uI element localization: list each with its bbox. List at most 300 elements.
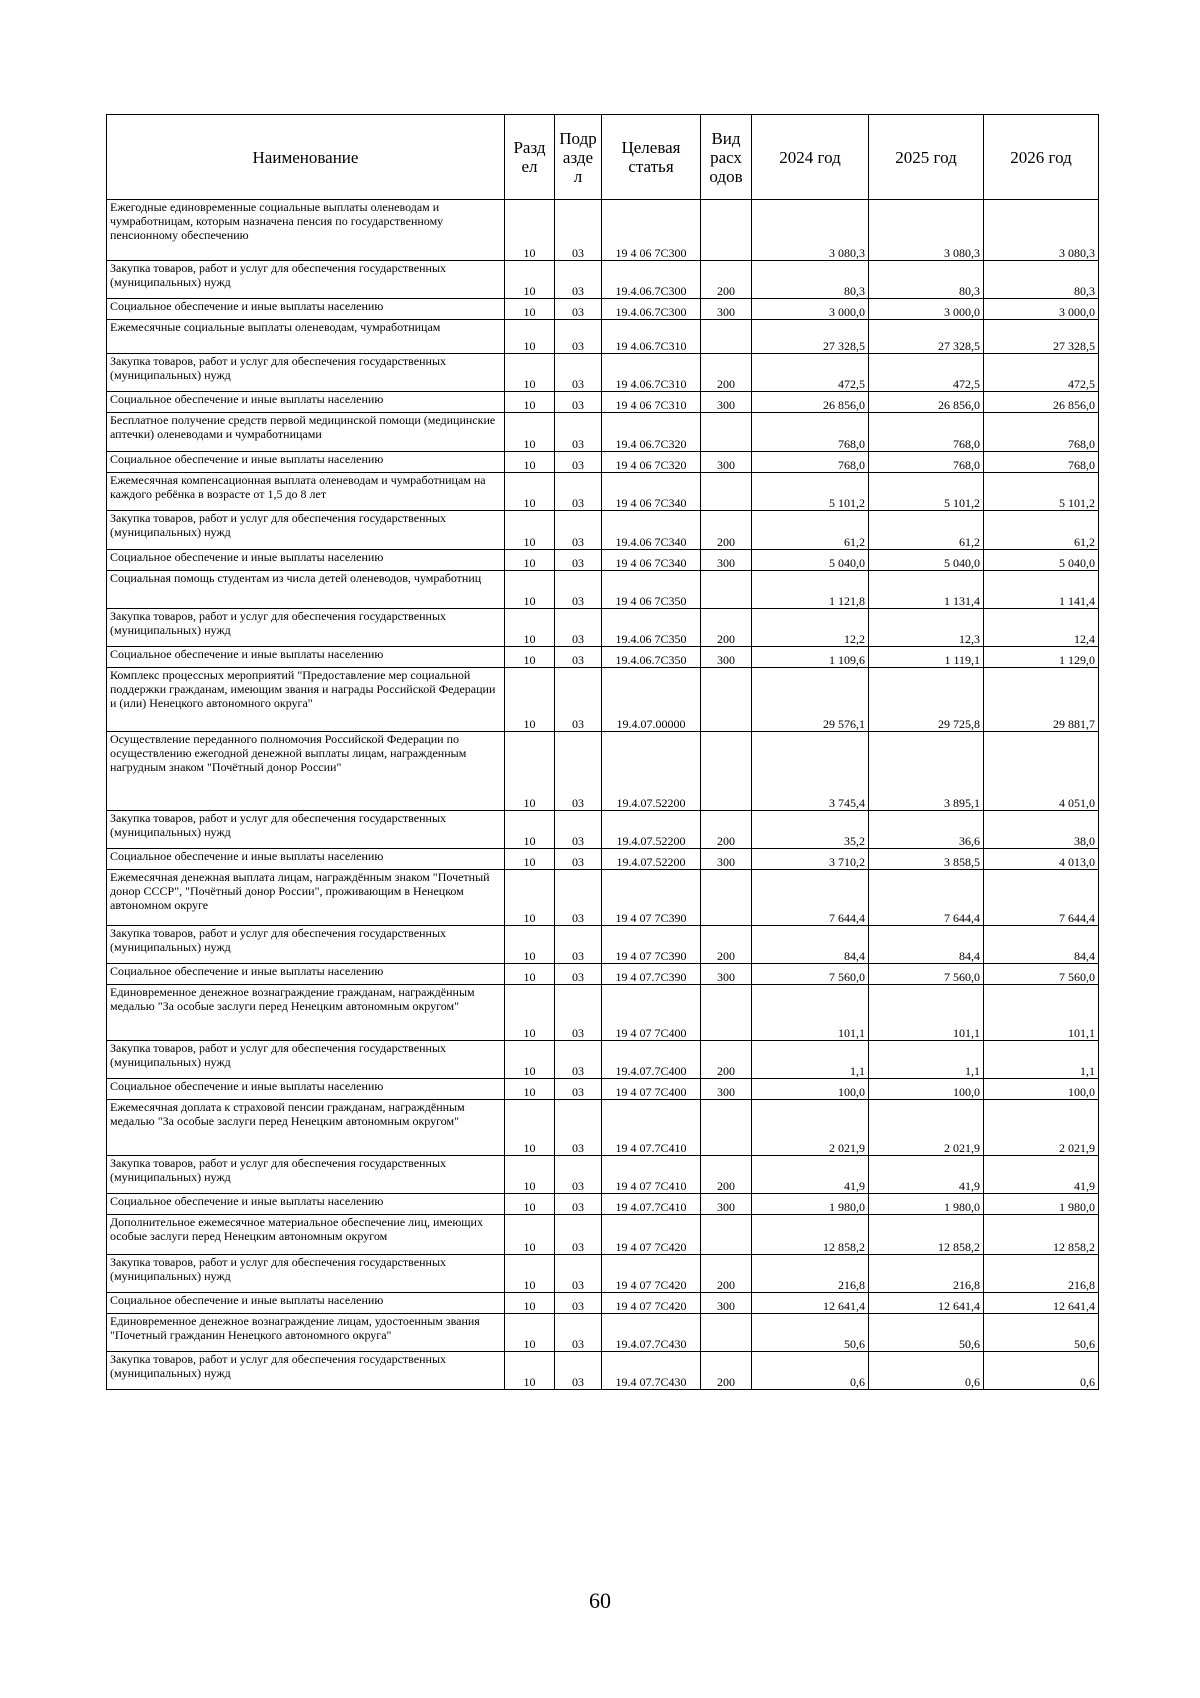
row-target: 19 4.07.7С410: [602, 1194, 701, 1215]
row-2026: 1,1: [984, 1041, 1099, 1079]
table-row: [107, 1314, 1099, 1352]
table-row: [107, 926, 1099, 964]
row-target: 19 4.06.7С310: [602, 320, 701, 354]
row-2024: 12 641,4: [752, 1293, 869, 1314]
row-2024: 0,6: [752, 1352, 869, 1390]
row-2024: 27 328,5: [752, 320, 869, 354]
row-2026: 61,2: [984, 511, 1099, 550]
row-2024: 7 644,4: [752, 870, 869, 926]
row-2025: 41,9: [869, 1156, 984, 1194]
row-target: 19 4 06 7С340: [602, 550, 701, 571]
row-target: 19.4.06.7С350: [602, 647, 701, 668]
row-2025: 100,0: [869, 1079, 984, 1100]
row-2025: 80,3: [869, 261, 984, 299]
table-row: [107, 473, 1099, 511]
row-subsection: 03: [555, 1255, 602, 1293]
table-row: [107, 1352, 1099, 1390]
row-name: Закупка товаров, работ и услуг для обеспечения государственных (муниципальных) нужд: [107, 261, 505, 299]
row-target: 19.4.07.52200: [602, 732, 701, 811]
row-2026: 26 856,0: [984, 392, 1099, 413]
row-2024: 768,0: [752, 413, 869, 452]
row-2024: 1 109,6: [752, 647, 869, 668]
row-2024: 216,8: [752, 1255, 869, 1293]
row-target: 19 4 06 7С300: [602, 200, 701, 261]
table-row: [107, 668, 1099, 732]
row-section: 10: [505, 1079, 555, 1100]
row-expense-type: 300: [701, 299, 752, 320]
row-2025: 26 856,0: [869, 392, 984, 413]
row-section: 10: [505, 413, 555, 452]
row-subsection: 03: [555, 413, 602, 452]
page-number: 60: [589, 1588, 611, 1613]
row-target: 19.4.07.52200: [602, 849, 701, 870]
row-section: 10: [505, 200, 555, 261]
row-2025: 12 858,2: [869, 1215, 984, 1255]
row-section: 10: [505, 647, 555, 668]
row-target: 19 4 07 7С420: [602, 1215, 701, 1255]
row-2024: 41,9: [752, 1156, 869, 1194]
table-row: [107, 849, 1099, 870]
row-name: Осуществление переданного полномочия Российской Федерации по осуществлению ежегодной денежной выплаты лицам, награжденным нагрудным знаком "Почётный донор России": [107, 732, 505, 811]
row-expense-type: 200: [701, 1041, 752, 1079]
table-row: [107, 732, 1099, 811]
header-subsection: Подр азде л: [555, 115, 602, 200]
row-subsection: 03: [555, 261, 602, 299]
row-2025: 3 858,5: [869, 849, 984, 870]
row-target: 19 4 06 7С320: [602, 452, 701, 473]
table-row: [107, 964, 1099, 985]
row-target: 19.4.07.7С400: [602, 1041, 701, 1079]
row-expense-type: [701, 668, 752, 732]
row-expense-type: [701, 985, 752, 1041]
row-section: 10: [505, 1100, 555, 1156]
row-2024: 12,2: [752, 609, 869, 647]
row-subsection: 03: [555, 647, 602, 668]
row-subsection: 03: [555, 926, 602, 964]
row-2024: 472,5: [752, 354, 869, 392]
row-2026: 27 328,5: [984, 320, 1099, 354]
row-name: Дополнительное ежемесячное материальное обеспечение лиц, имеющих особые заслуги перед Ненецким автономным округом: [107, 1215, 505, 1255]
row-section: 10: [505, 985, 555, 1041]
row-section: 10: [505, 261, 555, 299]
table-row: [107, 1255, 1099, 1293]
row-2025: 472,5: [869, 354, 984, 392]
row-name: Закупка товаров, работ и услуг для обеспечения государственных (муниципальных) нужд: [107, 926, 505, 964]
row-expense-type: [701, 571, 752, 609]
row-name: Единовременное денежное вознаграждение лицам, удостоенным звания "Почетный гражданин Ненецкого автономного округа": [107, 1314, 505, 1352]
table-row: [107, 811, 1099, 849]
row-2026: 84,4: [984, 926, 1099, 964]
row-expense-type: 300: [701, 452, 752, 473]
row-2024: 80,3: [752, 261, 869, 299]
row-2025: 0,6: [869, 1352, 984, 1390]
row-section: 10: [505, 609, 555, 647]
row-expense-type: 200: [701, 811, 752, 849]
row-target: 19 4 06 7С310: [602, 392, 701, 413]
row-2026: 12,4: [984, 609, 1099, 647]
row-subsection: 03: [555, 392, 602, 413]
row-target: 19 4 07 7С400: [602, 985, 701, 1041]
table-row: [107, 1293, 1099, 1314]
row-2025: 1 980,0: [869, 1194, 984, 1215]
row-subsection: 03: [555, 200, 602, 261]
row-name: Комплекс процессных мероприятий "Предоставление мер социальной поддержки гражданам, имеющим звания и награды Российской Федерации и (или) Ненецкого автономного округа": [107, 668, 505, 732]
table-row: [107, 609, 1099, 647]
table-row: [107, 320, 1099, 354]
row-name: Ежемесячная компенсационная выплата оленеводам и чумработницам на каждого ребёнка в возрасте от 1,5 до 8 лет: [107, 473, 505, 511]
row-target: 19 4 07 7С420: [602, 1293, 701, 1314]
table-row: [107, 413, 1099, 452]
row-name: Ежемесячная доплата к страховой пенсии гражданам, награждённым медалью "За особые заслуги перед Ненецким автономным округом": [107, 1100, 505, 1156]
row-name: Закупка товаров, работ и услуг для обеспечения государственных (муниципальных) нужд: [107, 1041, 505, 1079]
row-2025: 5 101,2: [869, 473, 984, 511]
row-2025: 768,0: [869, 452, 984, 473]
row-subsection: 03: [555, 870, 602, 926]
row-section: 10: [505, 511, 555, 550]
row-name: Социальное обеспечение и иные выплаты населению: [107, 647, 505, 668]
header-expense-type: Вид расх одов: [701, 115, 752, 200]
row-section: 10: [505, 452, 555, 473]
row-2026: 5 040,0: [984, 550, 1099, 571]
header-target: Целевая статья: [602, 115, 701, 200]
row-2026: 38,0: [984, 811, 1099, 849]
row-name: Социальное обеспечение и иные выплаты населению: [107, 452, 505, 473]
row-2026: 41,9: [984, 1156, 1099, 1194]
row-2026: 100,0: [984, 1079, 1099, 1100]
row-section: 10: [505, 1041, 555, 1079]
row-2024: 1 980,0: [752, 1194, 869, 1215]
row-target: 19.4 06.7С320: [602, 413, 701, 452]
row-section: 10: [505, 1156, 555, 1194]
row-subsection: 03: [555, 849, 602, 870]
header-2024: 2024 год: [752, 115, 869, 200]
row-2026: 12 641,4: [984, 1293, 1099, 1314]
row-2026: 80,3: [984, 261, 1099, 299]
row-target: 19.4 07.7С430: [602, 1352, 701, 1390]
row-expense-type: 200: [701, 1352, 752, 1390]
row-2024: 3 710,2: [752, 849, 869, 870]
row-expense-type: [701, 413, 752, 452]
row-target: 19 4 07 7С410: [602, 1156, 701, 1194]
row-2024: 12 858,2: [752, 1215, 869, 1255]
row-2024: 3 000,0: [752, 299, 869, 320]
row-expense-type: 300: [701, 647, 752, 668]
row-section: 10: [505, 849, 555, 870]
row-2026: 29 881,7: [984, 668, 1099, 732]
row-name: Ежемесячные социальные выплаты оленеводам, чумработницам: [107, 320, 505, 354]
row-expense-type: [701, 320, 752, 354]
row-subsection: 03: [555, 609, 602, 647]
row-expense-type: 300: [701, 392, 752, 413]
row-target: 19.4.07.52200: [602, 811, 701, 849]
row-subsection: 03: [555, 299, 602, 320]
row-expense-type: 200: [701, 354, 752, 392]
row-name: Социальное обеспечение и иные выплаты населению: [107, 1079, 505, 1100]
row-subsection: 03: [555, 473, 602, 511]
row-name: Ежемесячная денежная выплата лицам, награждённым знаком "Почетный донор СССР", "Почётный донор России", проживающим в Ненецком автономном округе: [107, 870, 505, 926]
row-target: 19.4.07.7С430: [602, 1314, 701, 1352]
row-section: 10: [505, 299, 555, 320]
row-target: 19 4 07.7С410: [602, 1100, 701, 1156]
row-subsection: 03: [555, 320, 602, 354]
row-expense-type: 200: [701, 261, 752, 299]
row-name: Закупка товаров, работ и услуг для обеспечения государственных (муниципальных) нужд: [107, 609, 505, 647]
row-name: Социальное обеспечение и иные выплаты населению: [107, 964, 505, 985]
table-row: [107, 511, 1099, 550]
row-target: 19.4.06.7С300: [602, 299, 701, 320]
row-expense-type: 200: [701, 609, 752, 647]
budget-table: [106, 114, 1099, 1390]
row-2025: 61,2: [869, 511, 984, 550]
row-2025: 50,6: [869, 1314, 984, 1352]
row-2024: 7 560,0: [752, 964, 869, 985]
row-subsection: 03: [555, 1100, 602, 1156]
row-expense-type: [701, 200, 752, 261]
row-name: Социальное обеспечение и иные выплаты населению: [107, 1293, 505, 1314]
row-name: Ежегодные единовременные социальные выплаты оленеводам и чумработницам, которым назначена пенсия по государственному пенсионному обеспечению: [107, 200, 505, 261]
row-target: 19 4 07 7С420: [602, 1255, 701, 1293]
row-section: 10: [505, 1293, 555, 1314]
row-name: Закупка товаров, работ и услуг для обеспечения государственных (муниципальных) нужд: [107, 1255, 505, 1293]
row-target: 19 4 07 7С400: [602, 1079, 701, 1100]
table-row: [107, 985, 1099, 1041]
row-2026: 0,6: [984, 1352, 1099, 1390]
row-subsection: 03: [555, 1352, 602, 1390]
row-2024: 1 121,8: [752, 571, 869, 609]
row-name: Единовременное денежное вознаграждение гражданам, награждённым медалью "За особые заслуги перед Ненецким автономным округом": [107, 985, 505, 1041]
row-2024: 2 021,9: [752, 1100, 869, 1156]
row-target: 19 4 07 7С390: [602, 926, 701, 964]
table-body: [107, 200, 1099, 1390]
row-expense-type: 200: [701, 1255, 752, 1293]
row-2026: 3 080,3: [984, 200, 1099, 261]
row-target: 19 4 07 7С390: [602, 870, 701, 926]
row-target: 19.4.06 7С340: [602, 511, 701, 550]
row-2025: 84,4: [869, 926, 984, 964]
row-expense-type: 300: [701, 964, 752, 985]
table-row: [107, 647, 1099, 668]
row-2024: 768,0: [752, 452, 869, 473]
row-subsection: 03: [555, 1079, 602, 1100]
row-name: Закупка товаров, работ и услуг для обеспечения государственных (муниципальных) нужд: [107, 1156, 505, 1194]
row-target: 19.4.06.7С300: [602, 261, 701, 299]
row-section: 10: [505, 668, 555, 732]
table-row: [107, 1100, 1099, 1156]
row-expense-type: [701, 1100, 752, 1156]
row-2024: 26 856,0: [752, 392, 869, 413]
row-section: 10: [505, 1215, 555, 1255]
row-2025: 216,8: [869, 1255, 984, 1293]
row-name: Закупка товаров, работ и услуг для обеспечения государственных (муниципальных) нужд: [107, 511, 505, 550]
row-2024: 3 080,3: [752, 200, 869, 261]
row-section: 10: [505, 811, 555, 849]
table-row: [107, 452, 1099, 473]
row-subsection: 03: [555, 732, 602, 811]
row-name: Социальное обеспечение и иные выплаты населению: [107, 299, 505, 320]
row-name: Социальное обеспечение и иные выплаты населению: [107, 849, 505, 870]
row-target: 19 4.06.7С310: [602, 354, 701, 392]
row-name: Закупка товаров, работ и услуг для обеспечения государственных (муниципальных) нужд: [107, 354, 505, 392]
row-expense-type: [701, 732, 752, 811]
row-section: 10: [505, 1255, 555, 1293]
row-2025: 36,6: [869, 811, 984, 849]
row-expense-type: 300: [701, 1194, 752, 1215]
row-name: Бесплатное получение средств первой медицинской помощи (медицинские аптечки) оленеводами и чумработницами: [107, 413, 505, 452]
table-row: [107, 392, 1099, 413]
row-2026: 1 141,4: [984, 571, 1099, 609]
table-row: [107, 1156, 1099, 1194]
row-2026: 12 858,2: [984, 1215, 1099, 1255]
row-2025: 3 895,1: [869, 732, 984, 811]
row-2025: 3 000,0: [869, 299, 984, 320]
row-2024: 5 101,2: [752, 473, 869, 511]
row-name: Социальное обеспечение и иные выплаты населению: [107, 1194, 505, 1215]
row-2026: 3 000,0: [984, 299, 1099, 320]
row-2024: 61,2: [752, 511, 869, 550]
row-expense-type: [701, 473, 752, 511]
row-2026: 4 051,0: [984, 732, 1099, 811]
row-2025: 2 021,9: [869, 1100, 984, 1156]
table-row: [107, 1215, 1099, 1255]
table-row: [107, 571, 1099, 609]
row-target: 19.4.07.00000: [602, 668, 701, 732]
row-expense-type: 200: [701, 926, 752, 964]
row-expense-type: 300: [701, 1079, 752, 1100]
row-target: 19 4 06 7С350: [602, 571, 701, 609]
table-row: [107, 550, 1099, 571]
row-target: 19 4 06 7С340: [602, 473, 701, 511]
table-row: [107, 1194, 1099, 1215]
row-2026: 7 560,0: [984, 964, 1099, 985]
table-row: [107, 354, 1099, 392]
row-2025: 1 119,1: [869, 647, 984, 668]
row-expense-type: [701, 870, 752, 926]
row-section: 10: [505, 473, 555, 511]
row-expense-type: [701, 1215, 752, 1255]
row-2025: 1,1: [869, 1041, 984, 1079]
row-subsection: 03: [555, 550, 602, 571]
row-2024: 101,1: [752, 985, 869, 1041]
table-row: [107, 870, 1099, 926]
row-name: Социальное обеспечение и иные выплаты населению: [107, 550, 505, 571]
row-2024: 1,1: [752, 1041, 869, 1079]
row-2026: 5 101,2: [984, 473, 1099, 511]
table-row: [107, 200, 1099, 261]
row-section: 10: [505, 964, 555, 985]
row-section: 10: [505, 732, 555, 811]
row-2026: 4 013,0: [984, 849, 1099, 870]
row-2024: 50,6: [752, 1314, 869, 1352]
row-2024: 84,4: [752, 926, 869, 964]
row-2025: 27 328,5: [869, 320, 984, 354]
row-2025: 12,3: [869, 609, 984, 647]
row-expense-type: [701, 1314, 752, 1352]
row-section: 10: [505, 550, 555, 571]
row-expense-type: 300: [701, 849, 752, 870]
row-2024: 3 745,4: [752, 732, 869, 811]
row-2024: 100,0: [752, 1079, 869, 1100]
row-2026: 768,0: [984, 452, 1099, 473]
table-row: [107, 299, 1099, 320]
row-2026: 101,1: [984, 985, 1099, 1041]
row-name: Закупка товаров, работ и услуг для обеспечения государственных (муниципальных) нужд: [107, 811, 505, 849]
row-section: 10: [505, 354, 555, 392]
row-name: Социальная помощь студентам из числа детей оленеводов, чумработниц: [107, 571, 505, 609]
table-header-row: [107, 115, 1099, 200]
row-2024: 29 576,1: [752, 668, 869, 732]
row-section: 10: [505, 870, 555, 926]
row-2025: 12 641,4: [869, 1293, 984, 1314]
row-2026: 216,8: [984, 1255, 1099, 1293]
row-subsection: 03: [555, 1215, 602, 1255]
row-expense-type: 300: [701, 550, 752, 571]
row-subsection: 03: [555, 964, 602, 985]
row-subsection: 03: [555, 1314, 602, 1352]
row-2025: 1 131,4: [869, 571, 984, 609]
row-2025: 7 560,0: [869, 964, 984, 985]
row-subsection: 03: [555, 452, 602, 473]
row-name: Социальное обеспечение и иные выплаты населению: [107, 392, 505, 413]
table-row: [107, 261, 1099, 299]
row-subsection: 03: [555, 1194, 602, 1215]
row-expense-type: 300: [701, 1293, 752, 1314]
row-2025: 768,0: [869, 413, 984, 452]
row-subsection: 03: [555, 511, 602, 550]
row-2026: 1 129,0: [984, 647, 1099, 668]
row-subsection: 03: [555, 1156, 602, 1194]
row-2024: 5 040,0: [752, 550, 869, 571]
row-section: 10: [505, 1314, 555, 1352]
header-name: Наименование: [107, 115, 505, 200]
table-row: [107, 1079, 1099, 1100]
row-2026: 1 980,0: [984, 1194, 1099, 1215]
row-2026: 7 644,4: [984, 870, 1099, 926]
row-section: 10: [505, 320, 555, 354]
row-2025: 101,1: [869, 985, 984, 1041]
row-expense-type: 200: [701, 1156, 752, 1194]
row-subsection: 03: [555, 1293, 602, 1314]
row-2025: 3 080,3: [869, 200, 984, 261]
row-section: 10: [505, 1194, 555, 1215]
row-2026: 472,5: [984, 354, 1099, 392]
row-subsection: 03: [555, 1041, 602, 1079]
row-2025: 29 725,8: [869, 668, 984, 732]
header-section: Разд ел: [505, 115, 555, 200]
row-name: Закупка товаров, работ и услуг для обеспечения государственных (муниципальных) нужд: [107, 1352, 505, 1390]
row-section: 10: [505, 392, 555, 413]
header-2025: 2025 год: [869, 115, 984, 200]
row-2025: 5 040,0: [869, 550, 984, 571]
row-2025: 7 644,4: [869, 870, 984, 926]
row-target: 19.4.06 7С350: [602, 609, 701, 647]
row-subsection: 03: [555, 811, 602, 849]
row-subsection: 03: [555, 354, 602, 392]
row-subsection: 03: [555, 571, 602, 609]
header-2026: 2026 год: [984, 115, 1099, 200]
row-2026: 50,6: [984, 1314, 1099, 1352]
row-section: 10: [505, 571, 555, 609]
row-section: 10: [505, 926, 555, 964]
row-2026: 768,0: [984, 413, 1099, 452]
table-row: [107, 1041, 1099, 1079]
row-expense-type: 200: [701, 511, 752, 550]
row-section: 10: [505, 1352, 555, 1390]
row-target: 19 4 07.7С390: [602, 964, 701, 985]
row-subsection: 03: [555, 985, 602, 1041]
row-2026: 2 021,9: [984, 1100, 1099, 1156]
row-2024: 35,2: [752, 811, 869, 849]
row-subsection: 03: [555, 668, 602, 732]
